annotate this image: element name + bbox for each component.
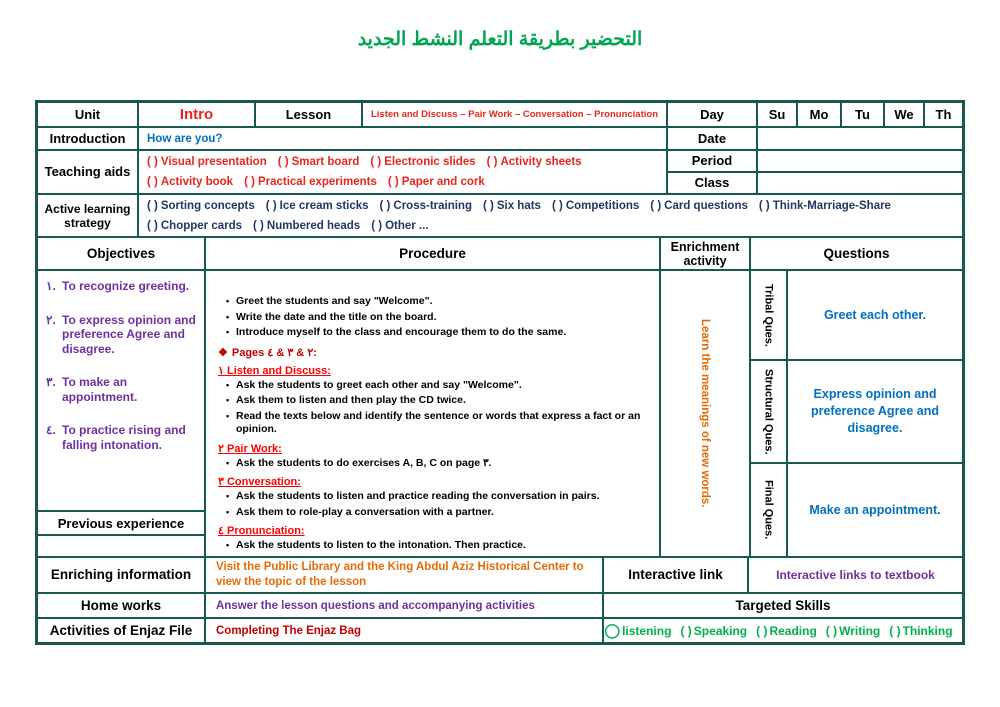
checkbox-icon: ( ) (482, 199, 494, 212)
period-label: Period (668, 151, 758, 173)
skill-item (756, 624, 817, 638)
enrichment-header: Enrichment activity (661, 238, 751, 271)
skill-label: Thinking (902, 623, 953, 638)
question-text: Greet each other. (788, 271, 962, 361)
strategy-line1 (139, 196, 962, 216)
teaching-aid-label: Activity book (160, 176, 234, 188)
teaching-aid-item (147, 152, 267, 172)
strategy-item-label: Other ... (385, 219, 429, 232)
checkbox-icon: ( ) (244, 176, 255, 188)
checkbox-icon: ( ) (147, 219, 158, 232)
objective-item (46, 279, 200, 294)
strategy-item (552, 196, 639, 216)
previous-experience-value-empty (38, 536, 204, 556)
bullet-icon: • (226, 379, 230, 390)
strategy-label: Active learning strategy (38, 195, 139, 238)
strategy-item-label: Sorting concepts (160, 199, 255, 212)
strategy-item-label: Think-Marriage-Share (772, 199, 891, 212)
question-text: Make an appointment. (809, 502, 941, 517)
day-th: Th (925, 103, 962, 128)
objectives-list (38, 271, 204, 510)
homeworks-value: Answer the lesson questions and accompanying activities (206, 594, 604, 619)
teaching-aid-item (278, 152, 360, 172)
procedure-step (218, 311, 649, 325)
row-homeworks (38, 594, 962, 619)
teaching-aids-line1 (139, 152, 666, 172)
introduction-label: Introduction (38, 128, 139, 151)
checkbox-icon: ( ) (756, 623, 768, 638)
checkbox-icon: ( ) (825, 623, 838, 638)
question-row (751, 271, 962, 361)
unit-label: Unit (38, 103, 139, 128)
row-unit (38, 103, 962, 128)
targeted-skills-list (604, 619, 962, 642)
class-value-empty (758, 173, 962, 195)
objective-text: To make an appointment. (62, 375, 138, 404)
bullet-icon: • (226, 410, 230, 421)
strategy-item (147, 196, 255, 216)
teaching-aid-label: Activity sheets (500, 156, 582, 168)
procedure-step (218, 457, 649, 471)
class-label: Class (668, 173, 758, 195)
checkbox-icon: ( ) (253, 219, 264, 232)
teaching-aid-label: Practical experiments (257, 176, 377, 188)
procedure-step (218, 295, 649, 309)
date-value-empty (758, 128, 962, 151)
procedure-step-text: Ask the students to do exercises A, B, C on page ٣. (236, 456, 492, 469)
teaching-aid-item (370, 152, 475, 172)
row-main-body (38, 271, 962, 558)
enjaz-value: Completing The Enjaz Bag (206, 619, 604, 642)
procedure-step (218, 539, 649, 553)
skill-label: Reading (769, 623, 817, 638)
skill-label: listening (622, 623, 672, 638)
checkbox-icon: ( ) (147, 199, 158, 212)
procedure-step-text: Write the date and the title on the board. (236, 310, 437, 323)
objective-text: To practice rising and falling intonation. (62, 423, 186, 452)
strategy-item (483, 196, 541, 216)
procedure-section-heading: ٤ Pronunciation: (218, 525, 305, 537)
day-label: Day (668, 103, 758, 128)
procedure-step-text: Ask them to listen and then play the CD twice. (236, 394, 466, 406)
targeted-skills-label: Targeted Skills (604, 594, 962, 619)
strategy-item-label: Ice cream sticks (279, 199, 369, 212)
objective-text: To express opinion and preference Agree and disagree. (62, 312, 196, 356)
objective-number: ٢. (46, 312, 56, 327)
strategy-item-label: Six hats (496, 199, 541, 212)
row-period (668, 151, 962, 173)
checkbox-icon: ( ) (551, 199, 563, 212)
procedure-step (218, 394, 649, 408)
bullet-icon: • (226, 395, 230, 405)
enjaz-label: Activities of Enjaz File (38, 619, 206, 642)
strategy-item (266, 196, 369, 216)
checkbox-icon: ( ) (650, 199, 662, 212)
strategy-line2 (139, 216, 962, 236)
bullet-icon: • (226, 457, 230, 468)
objective-item (46, 313, 200, 357)
lesson-value: Listen and Discuss – Pair Work – Conversation – Pronunciation (363, 103, 668, 128)
teaching-aid-label: Paper and cork (401, 176, 485, 188)
checkbox-icon: ( ) (486, 156, 498, 168)
question-type-cell (751, 271, 788, 361)
questions-cell (751, 271, 962, 558)
checkbox-icon: ( ) (370, 156, 382, 168)
objective-item (46, 375, 200, 404)
procedure-step-text: Introduce myself to the class and encourage them to do the same. (236, 326, 567, 338)
strategy-item-label: Cross-training (393, 199, 472, 212)
interactive-link-value: Interactive links to textbook (749, 558, 962, 594)
checkbox-icon: ( ) (277, 156, 289, 168)
procedure-section-heading: ٢ Pair Work: (218, 442, 282, 455)
date-label: Date (668, 128, 758, 151)
teaching-aids-list (139, 151, 668, 195)
checkbox-icon: ( ) (371, 219, 383, 232)
question-type-label: Final Ques. (762, 480, 775, 540)
period-value-empty (758, 151, 962, 173)
checkbox-icon: ( ) (147, 156, 158, 168)
row-introduction (38, 128, 962, 151)
strategy-item-label: Competitions (565, 199, 640, 212)
lesson-plan-table (35, 100, 965, 645)
bullet-icon: • (226, 506, 230, 517)
procedure-section-heading: ٣ Conversation: (218, 476, 301, 488)
row-enriching (38, 558, 962, 594)
strategy-item-label: Card questions (664, 199, 748, 212)
question-type-cell (751, 361, 788, 464)
teaching-aid-item (244, 172, 377, 192)
homeworks-label: Home works (38, 594, 206, 619)
enrichment-text: Learn the meanings of new words. (699, 319, 711, 508)
bullet-icon: • (226, 491, 230, 501)
procedure-step (218, 410, 649, 437)
row-strategy (38, 195, 962, 238)
question-text: Express opinion and preference Agree and disagree. (788, 361, 962, 464)
procedure-header: Procedure (206, 238, 661, 271)
day-tu: Tu (842, 103, 885, 128)
row-teaching-aids (38, 151, 962, 195)
enrichment-cell (661, 271, 751, 558)
skill-item (680, 624, 747, 638)
strategy-item (650, 196, 748, 216)
procedure-step-text: Ask the students to greet each other and say "Welcome". (236, 378, 522, 391)
procedure-section-heading: ١ Listen and Discuss: (218, 364, 331, 377)
procedure-step (218, 490, 649, 504)
row-enjaz (38, 619, 962, 642)
teaching-aid-label: Electronic slides (384, 156, 476, 168)
procedure-step-text: Read the texts below and identify the sentence or words that express a fact or an opinion. (236, 409, 641, 435)
strategy-item (371, 216, 428, 236)
skill-item (604, 622, 671, 639)
question-row (751, 464, 962, 556)
checkbox-icon: ( ) (147, 176, 158, 188)
procedure-cell (206, 271, 661, 558)
teaching-aid-item (388, 172, 485, 192)
strategy-item (253, 216, 360, 236)
checkbox-icon: ( ) (379, 199, 391, 212)
objective-item (46, 423, 200, 452)
pages-note (218, 346, 649, 359)
objectives-cell (38, 271, 206, 558)
procedure-step-text: Ask them to role-play a conversation with a partner. (236, 505, 494, 518)
skill-label: Writing (839, 623, 881, 638)
checkbox-icon: ( ) (680, 623, 692, 638)
procedure-step-text: Greet the students and say "Welcome". (236, 295, 433, 307)
objective-number: ٤. (46, 423, 56, 437)
question-type-label: Tribal Ques. (762, 283, 775, 347)
strategy-item (380, 196, 472, 216)
strategy-item-label: Numbered heads (266, 219, 361, 232)
strategy-item-label: Chopper cards (160, 219, 243, 232)
teaching-aid-label: Smart board (291, 156, 360, 168)
strategy-list (139, 195, 962, 238)
question-type-label: Structural Ques. (762, 368, 775, 455)
checkbox-icon: ( ) (889, 623, 901, 638)
question-type-cell (751, 464, 788, 556)
checkbox-icon: ( ) (758, 199, 770, 212)
skill-label: Speaking (693, 623, 748, 638)
checkbox-icon: ( ) (265, 199, 277, 212)
skill-item (889, 624, 952, 638)
procedure-step (218, 379, 649, 393)
objectives-header: Objectives (38, 238, 206, 271)
skill-item (826, 624, 880, 638)
enriching-value: Visit the Public Library and the King Abdul Aziz Historical Center to view the topic of the lesson (206, 558, 604, 594)
teaching-aid-label: Visual presentation (160, 156, 267, 168)
objective-number: ١. (46, 279, 56, 293)
enriching-label: Enriching information (38, 558, 206, 594)
questions-header: Questions (751, 238, 962, 271)
procedure-step-text: Ask the students to listen to the intonation. Then practice. (236, 539, 526, 551)
teaching-aids-label: Teaching aids (38, 151, 139, 195)
teaching-aids-line2 (139, 172, 666, 192)
bullet-icon: • (226, 311, 230, 322)
pages-note-text: Pages ٢ & ٣ & ٤: (231, 346, 317, 359)
row-section-headers (38, 238, 962, 271)
bullet-icon: • (226, 296, 230, 306)
procedure-step-text: Ask the students to listen and practice reading the conversation in pairs. (236, 490, 600, 502)
lesson-label: Lesson (256, 103, 363, 128)
bullet-icon: • (226, 540, 230, 550)
bullet-icon: • (226, 327, 230, 337)
row-class (668, 173, 962, 195)
procedure-step (218, 326, 649, 340)
interactive-link-label: Interactive link (604, 558, 749, 594)
objective-text: To recognize greeting. (62, 279, 190, 293)
teaching-aid-item (487, 152, 582, 172)
procedure-step (218, 506, 649, 520)
day-mo: Mo (798, 103, 842, 128)
circle-icon: ◯ (604, 622, 621, 638)
day-we: We (885, 103, 925, 128)
period-class-block (668, 151, 962, 195)
strategy-item (147, 216, 242, 236)
page-title: التحضير بطريقة التعلم النشط الجديد (357, 29, 643, 50)
checkbox-icon: ( ) (387, 176, 399, 188)
day-su: Su (758, 103, 798, 128)
strategy-item (759, 196, 891, 216)
unit-value: Intro (139, 103, 256, 128)
teaching-aid-item (147, 172, 233, 192)
objective-number: ٣. (46, 375, 56, 389)
diamond-icon: ❖ (218, 346, 228, 359)
question-row (751, 361, 962, 464)
previous-experience-label: Previous experience (38, 510, 204, 536)
introduction-value: How are you? (139, 128, 668, 151)
